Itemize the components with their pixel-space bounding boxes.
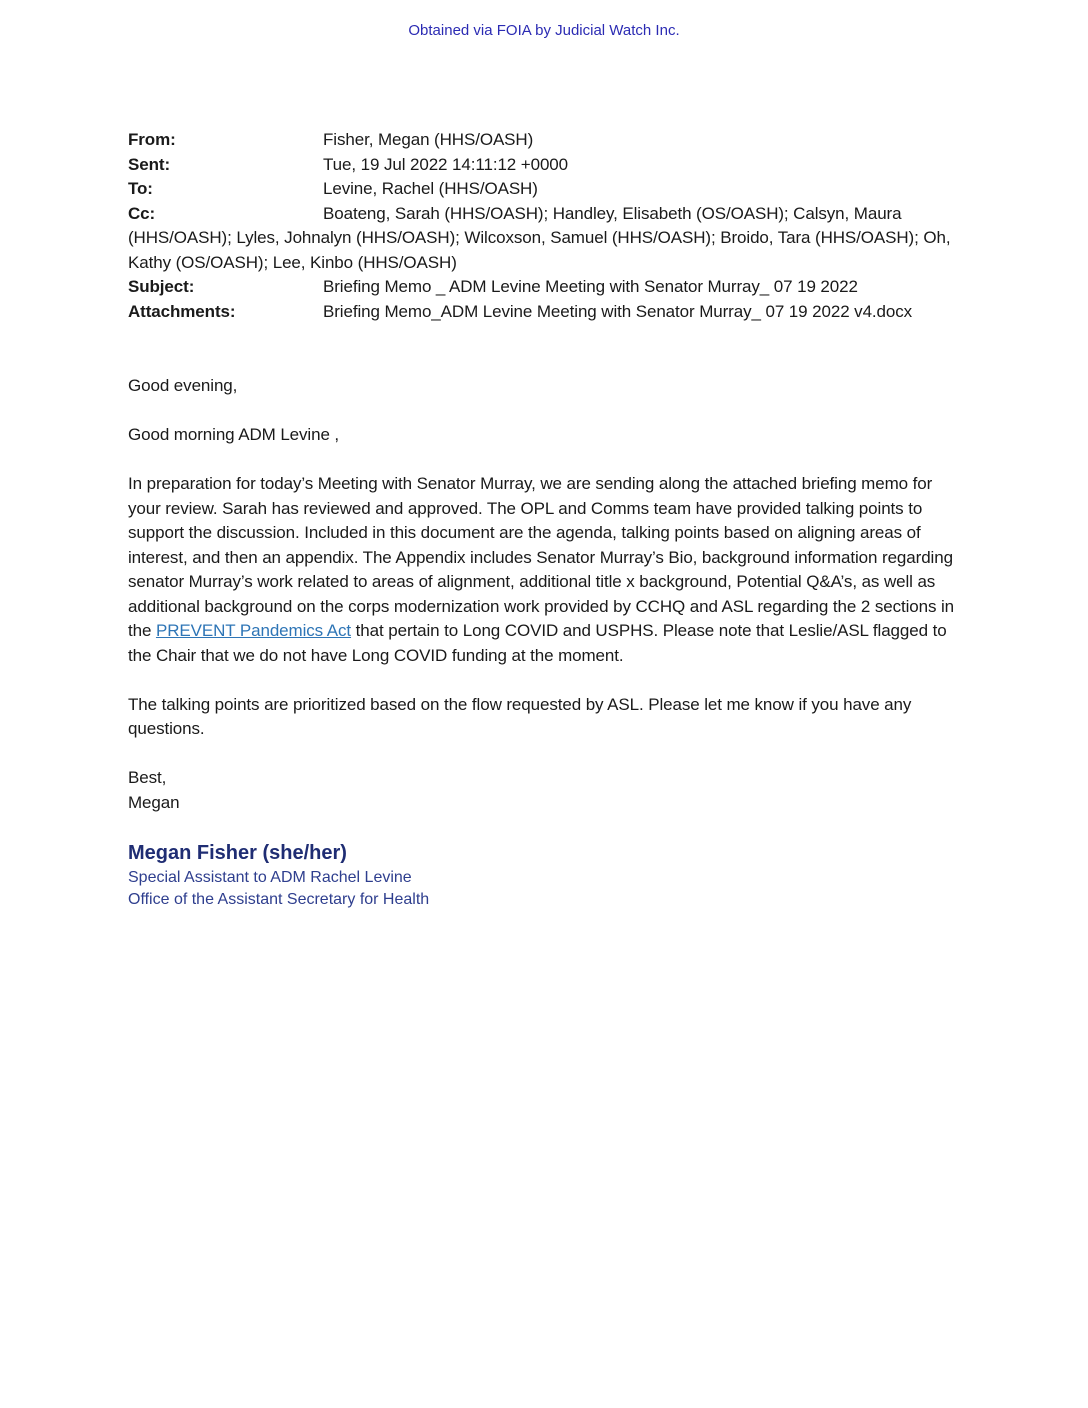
cc-label: Cc:: [128, 203, 156, 223]
attachments-value: Briefing Memo_ADM Levine Meeting with Senator Murray_ 07 19 2022 v4.docx: [323, 301, 913, 321]
header-row-sent: [128, 153, 963, 178]
prevent-pandemics-act-link[interactable]: PREVENT Pandemics Act: [155, 621, 352, 640]
from-value: Fisher, Megan (HHS/OASH): [323, 130, 534, 149]
paragraph-talking-points: The talking points are prioritized based on the flow requested by ASL. Please let me know if you have any questions.: [128, 694, 912, 738]
paragraph-main-text-before: In preparation for today’s Meeting with Senator Murray, we are sending along the attached briefing memo for your review. Sarah has reviewed and approved. The OPL and Comms team have provided talking points to support the discussion. Included in this document are the agenda, talking points based on aligning areas of interest, and then an appendix. The Appendix includes Senator Murray’s Bio, background information regarding senator Murray’s work related to areas of alignment, additional title x background, Potential Q&A’s, as well as additional background on the corps modernization work provided by CCHQ and ASL regarding the 2 sections in the: [128, 474, 955, 640]
to-label: To:: [128, 179, 153, 198]
greeting-morning: Good morning ADM Levine ,: [128, 425, 340, 444]
sent-label: Sent:: [128, 154, 171, 174]
signature-name: Megan Fisher (she/her): [128, 842, 347, 864]
email-header-block: [128, 128, 963, 324]
attachments-label: Attachments:: [128, 301, 236, 321]
to-value: Levine, Rachel (HHS/OASH): [323, 179, 538, 198]
header-row-attachments: [128, 300, 963, 325]
header-row-from: [128, 128, 963, 153]
signature-title: Special Assistant to ADM Rachel Levine: [128, 869, 412, 886]
foia-watermark: Obtained via FOIA by Judicial Watch Inc.: [408, 22, 680, 39]
email-body: [128, 374, 963, 815]
subject-value: Briefing Memo _ ADM Levine Meeting with Senator Murray_ 07 19 2022: [323, 277, 858, 296]
from-label: From:: [128, 130, 176, 149]
paragraph-main: [128, 472, 963, 668]
subject-label: Subject:: [128, 277, 195, 296]
header-row-cc: [128, 202, 963, 276]
closing-name: Megan: [128, 792, 180, 812]
greeting-evening: Good evening,: [128, 376, 238, 395]
sent-value: Tue, 19 Jul 2022 14:11:12 +0000: [323, 154, 569, 174]
header-row-subject: [128, 275, 963, 300]
header-row-to: [128, 177, 963, 202]
signature-block: [128, 840, 963, 911]
cc-value: Boateng, Sarah (HHS/OASH); Handley, Elisabeth (OS/OASH); Calsyn, Maura (HHS/OASH); Lyles, Johnalyn (HHS/OASH); Wilcoxson, Samuel (HHS/OASH); Broido, Tara (HHS/OASH); Oh, Kathy (OS/OASH); Lee, Kinbo (HHS/OASH): [128, 203, 951, 272]
signature-office: Office of the Assistant Secretary for Health: [128, 891, 430, 908]
closing: Best,: [128, 768, 167, 787]
paragraph-main-text-after: that pertain to Long COVID and USPHS. Please note that Leslie/ASL flagged to the Chair that we do not have Long COVID funding at the moment.: [128, 621, 947, 665]
